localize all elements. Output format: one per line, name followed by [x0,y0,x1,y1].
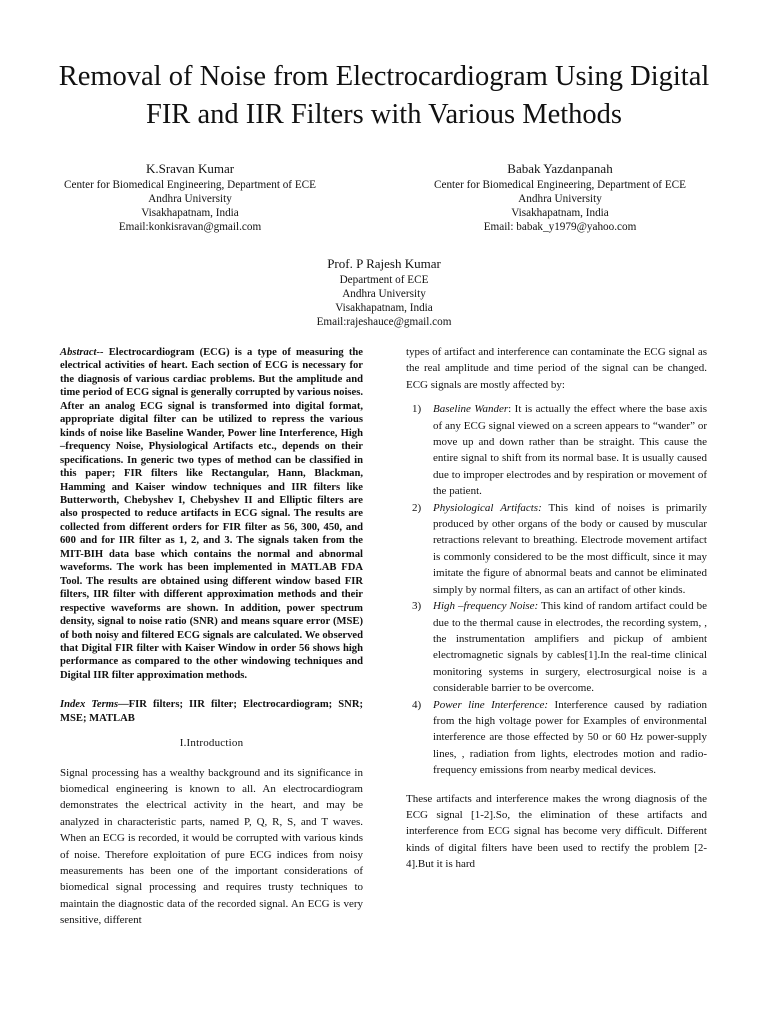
artifact-list [406,401,707,778]
abstract-lead: Abstract-- [60,347,104,358]
list-item-term: High –frequency Noise: [433,600,539,613]
author-department: Department of ECE [339,274,429,286]
list-item-number: 2) [412,501,422,514]
paper-title: Removal of Noise from Electrocardiogram Using Digital FIR and IIR Filters with Various Methods [58,61,710,130]
list-item [406,697,707,779]
list-item-text: This kind of random artifact could be due to the thermal cause in electrodes, the recording system, , the instrumentation amplifiers and pickup of ambient electromagnetic signals by cables[1].In the real-time clinical monitoring systems in surgery, electrosurgical noise is a considerable barrier to be overcome. [433,600,707,695]
right-column [406,344,707,873]
author-university: Andhra University [342,288,426,300]
list-item [406,598,707,696]
author-affiliation: Center for Biomedical Engineering, Department of ECE [434,179,686,191]
introduction-paragraph: Signal processing has a wealthy background and its significance in biomedical engineering is known to all. An electrocardiogram demonstrates the electrical activity in the heart, and may be analyzed in characteristic parts, named P, Q, R, S, and T waves. When an ECG is recorded, it would be corrupted with various kinds of noise. Therefore exploitation of pure ECG indices from noisy measurements has been one of the important considerations of biomedical signal processing and requires trusty techniques to maintain the diagnostic data of the recorded signal. An ECG is very sensitive, different [60,766,363,927]
list-item-term: Power line Interference: [433,698,549,711]
author-affiliation: Center for Biomedical Engineering, Department of ECE [64,179,316,191]
author-location: Visakhapatnam, India [335,302,433,314]
author-location: Visakhapatnam, India [141,207,239,219]
index-terms-text: —FIR filters; IIR filter; Electrocardiogram; SNR; MSE; MATLAB [60,699,363,724]
index-terms-lead: Index Terms [60,699,119,711]
list-item-number: 3) [412,600,422,613]
list-item-term: Physiological Artifacts: [433,501,542,514]
abstract-text: Electrocardiogram (ECG) is a type of measuring the electrical activities of heart. Each section of ECG is necessary for the diagnosis of various cardiac problems. But the amplitude and time period of ECG signal is generally corrupted by various noises. After an analog ECG signal is transformed into digital format, appropriate digital filter can be utilized to repress the various kinds of noise like Baseline Wander, Power line Interference, High –frequency Noise, Physiological Artifacts etc., depends on their specifications. In generic two types of method can be classified in this paper; FIR filters like Rectangular, Hann, Blackman, Hamming and Kaiser window techniques and IIR filters like Butterworth, Chebyshev I, Chebyshev II and Elliptic filters are also prospected to reduce artifacts in ECG signal. The results are collected from different orders for FIR filter as 56, 300, 450, and 600 and for IIR filter as 1, 2, and 3. The signals taken from the MIT-BIH data base which contains the normal and abnormal waveforms. The work has been implemented in MATLAB FDA Tool. The results are obtained using different window based FIR filters, IIR filter with different approximation methods and their respective waveforms are shown. In addition, power spectrum density, signal to noise ratio (SNR) and means square error (MSE) of both noisy and filtered ECG signals are calculated. We observed that Digital FIR filter with Kaiser Window in order 56 shows high performance as compared to the other windowing techniques and Digital IIR filter approximation methods. [60,347,363,681]
left-column [60,346,363,929]
author-university: Andhra University [148,193,232,205]
section-heading-introduction: I.Introduction [179,737,244,750]
author-email: Email: babak_y1979@yahoo.com [483,221,637,233]
list-item-separator: : [508,403,512,416]
list-item [406,500,707,598]
list-item-number: 1) [412,403,422,416]
author-block-2 [410,160,710,234]
abstract [60,346,363,682]
author-email: Email:konkisravan@gmail.com [118,221,262,233]
list-item-term: Baseline Wander [433,403,509,416]
author-name: Babak Yazdanpanah [507,161,613,176]
index-terms [60,698,363,725]
author-block-1 [50,160,330,234]
list-item-text: This kind of noises is primarily produced by other organs of the body or caused by muscular retractions relevant to breathing. Electrode movement artifact is commonly considered to be the most difficult, since it may imitate the figure of abnormal beats and cannot be eliminated simply by normal filters, as can an artifact of other kinds. [433,501,707,596]
list-item [406,401,707,499]
author-name: K.Sravan Kumar [145,161,235,176]
list-item-text: Interference caused by radiation from the high voltage power for Examples of environmental interference are those effected by 50 or 60 Hz power-supply lines, , radiation from lights, electrodes motion and radio-frequency emissions from nearby medical devices. [433,698,707,777]
author-name: Prof. P Rajesh Kumar [327,256,441,271]
list-item-number: 4) [412,698,422,711]
right-intro-paragraph: types of artifact and interference can contaminate the ECG signal as the real amplitude and time period of the signal can be changed. ECG signals are mostly affected by: [406,346,707,391]
right-closing-paragraph: These artifacts and interference makes the wrong diagnosis of the ECG signal [1-2].So, the elimination of these artifacts and interference from ECG signal has become very difficult. Different kinds of digital filters have been used to rectify the problem [2-4].But it is hard [406,792,707,871]
list-item-text: It is actually the effect where the base axis of any ECG signal viewed on a screen appears to “wander” or move up and down rather than be straight. This cause the entire signal to shift from its normal base. It is usually caused due to improper electrodes and by respiration or movement of the patient. [433,403,707,498]
author-university: Andhra University [518,193,602,205]
author-block-3 [244,255,524,329]
author-location: Visakhapatnam, India [511,207,609,219]
author-email: Email:rajeshauce@gmail.com [316,316,452,328]
